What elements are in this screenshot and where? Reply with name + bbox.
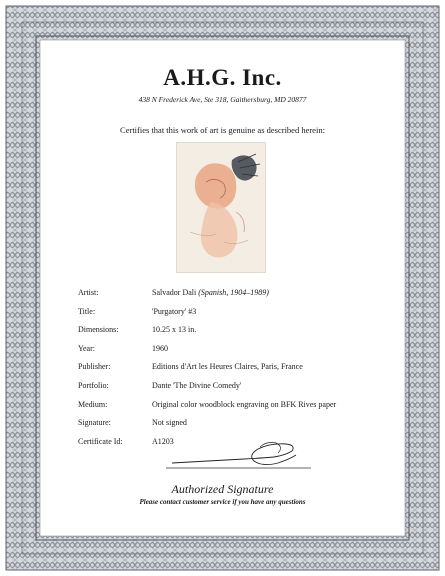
certifies-statement: Certifies that this work of art is genuine as described herein: bbox=[120, 125, 325, 135]
contact-notice: Please contact customer service if you have any questions bbox=[139, 498, 306, 506]
field-value: A1203 bbox=[152, 436, 174, 446]
field-title bbox=[78, 307, 398, 326]
field-label: Signature: bbox=[78, 418, 111, 428]
field-value: Editions d'Art les Heures Claires, Paris, France bbox=[152, 362, 303, 372]
company-address: 438 N Frederick Ave, Ste 318, Gaithersburg, MD 20877 bbox=[138, 95, 307, 104]
field-label: Year: bbox=[78, 343, 95, 353]
artwork-thumbnail bbox=[176, 142, 266, 273]
field-value: Salvador Dali (Spanish, 1904–1989) bbox=[152, 288, 269, 297]
field-dimensions bbox=[78, 325, 398, 344]
field-publisher bbox=[78, 362, 398, 381]
handwritten-signature bbox=[166, 437, 311, 477]
company-name: A.H.G. Inc. bbox=[163, 65, 282, 90]
artwork-details bbox=[78, 288, 398, 455]
field-artist bbox=[78, 288, 398, 307]
field-value: Dante 'The Divine Comedy' bbox=[152, 380, 242, 390]
field-value: 1960 bbox=[152, 343, 168, 353]
field-signature bbox=[78, 418, 398, 437]
field-label: Artist: bbox=[78, 288, 99, 297]
field-label: Dimensions: bbox=[78, 325, 119, 335]
field-portfolio bbox=[78, 381, 398, 400]
artist-nationality: (Spanish, 1904–1989) bbox=[198, 288, 269, 297]
field-label: Portfolio: bbox=[78, 380, 109, 390]
field-medium bbox=[78, 400, 398, 419]
field-label: Medium: bbox=[78, 399, 108, 409]
field-year bbox=[78, 344, 398, 363]
field-value: 'Purgatory' #3 bbox=[152, 306, 197, 316]
field-value: Original color woodblock engraving on BFK Rives paper bbox=[152, 399, 337, 409]
field-label: Publisher: bbox=[78, 362, 111, 372]
field-value: 10.25 x 13 in. bbox=[152, 325, 197, 335]
certificate-body bbox=[42, 42, 403, 533]
field-label: Title: bbox=[78, 306, 96, 316]
field-value: Not signed bbox=[152, 418, 187, 428]
signature-label: Authorized Signature bbox=[171, 482, 274, 496]
field-label: Certificate Id: bbox=[78, 436, 123, 446]
